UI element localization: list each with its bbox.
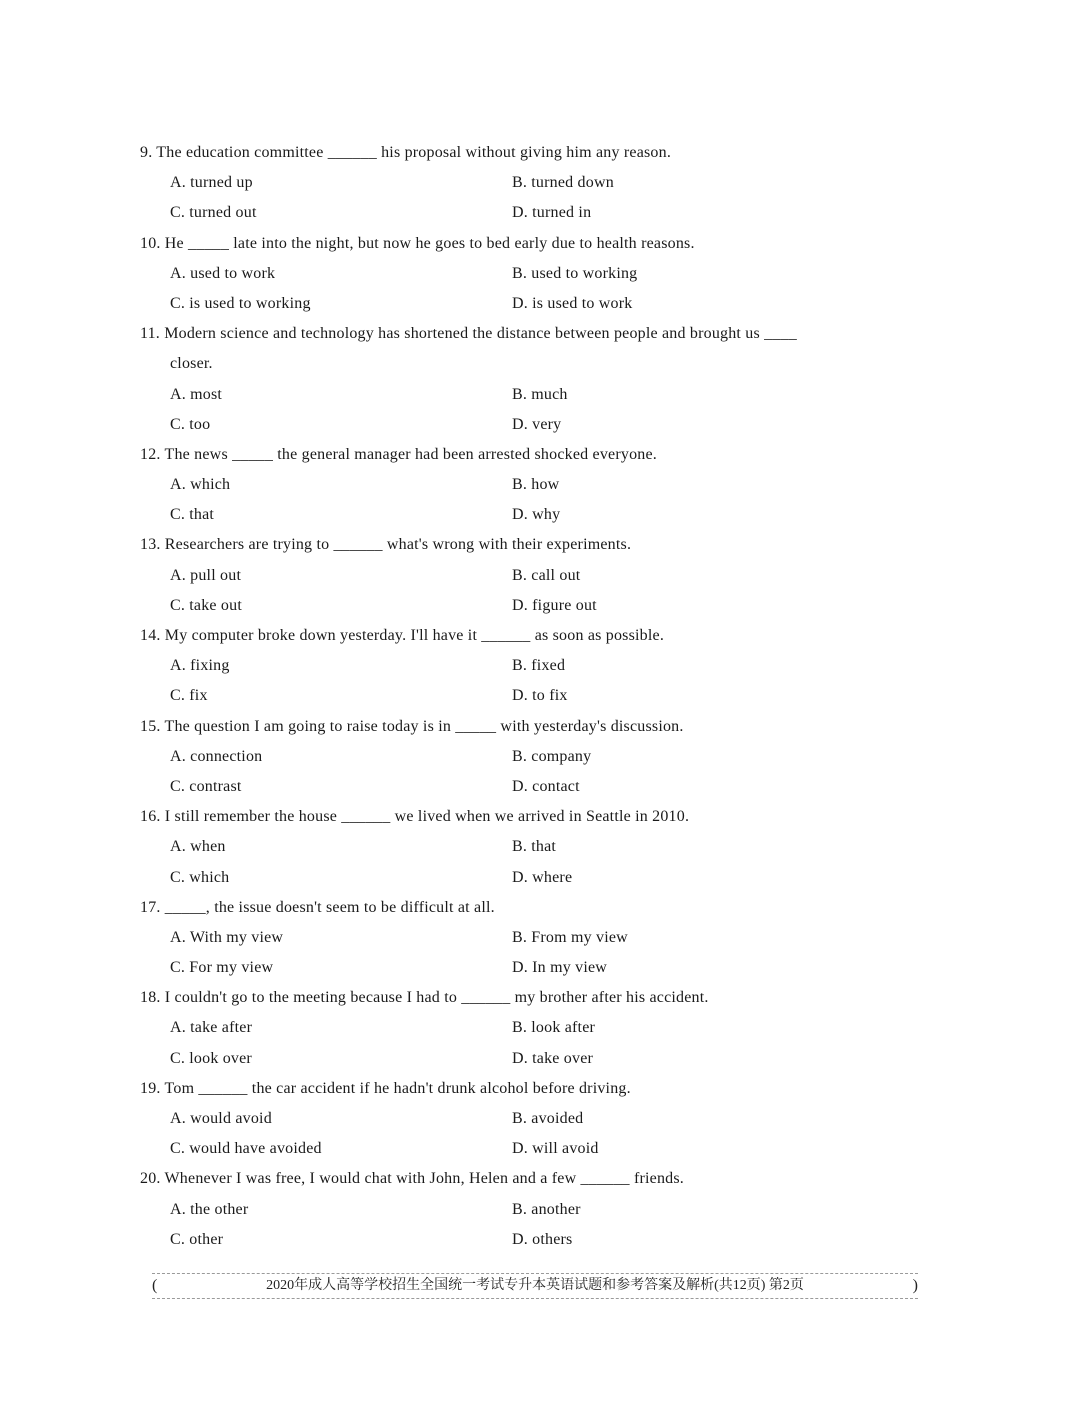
answer-option: B. how	[512, 476, 560, 494]
option-row	[140, 923, 900, 953]
answer-option: A. most	[170, 385, 223, 403]
answer-option: D. contact	[512, 777, 580, 795]
answer-option: D. In my view	[512, 959, 608, 977]
answer-option: B. another	[512, 1200, 581, 1218]
answer-option: A. used to work	[170, 264, 276, 282]
option-row	[140, 591, 900, 621]
question-item	[140, 1164, 900, 1255]
footer-left-bracket: (	[152, 1277, 158, 1294]
answer-option: B. company	[512, 747, 592, 765]
answer-option: B. From my view	[512, 928, 628, 946]
answer-option: C. too	[170, 415, 211, 433]
question-stem: 11. Modern science and technology has shortened the distance between people and brought us ____	[140, 325, 797, 343]
option-row	[140, 1013, 900, 1043]
question-stem: 12. The news _____ the general manager had been arrested shocked everyone.	[140, 445, 657, 463]
question-item	[140, 621, 900, 712]
option-row	[140, 561, 900, 591]
option-row	[140, 1225, 900, 1255]
answer-option: D. why	[512, 506, 561, 524]
answer-option: A. take after	[170, 1019, 253, 1037]
answer-option: A. pull out	[170, 566, 242, 584]
question-stem: 18. I couldn't go to the meeting because I had to ______ my brother after his accident.	[140, 989, 709, 1007]
option-row	[140, 651, 900, 681]
question-item	[140, 802, 900, 893]
answer-option: D. where	[512, 868, 573, 886]
question-stem: 9. The education committee ______ his proposal without giving him any reason.	[140, 144, 672, 161]
answer-option: A. With my view	[170, 928, 284, 946]
answer-option: A. when	[170, 838, 226, 856]
answer-option: C. look over	[170, 1049, 252, 1067]
answer-option: C. is used to working	[170, 294, 311, 312]
question-stem: 14. My computer broke down yesterday. I'll have it ______ as soon as possible.	[140, 627, 665, 644]
answer-option: C. fix	[170, 687, 208, 705]
answer-option: B. avoided	[512, 1110, 584, 1127]
option-row	[140, 410, 900, 440]
answer-option: B. that	[512, 838, 557, 856]
option-row	[140, 289, 900, 319]
option-row	[140, 742, 900, 772]
option-row	[140, 1104, 900, 1134]
answer-option: C. take out	[170, 596, 242, 614]
option-row	[140, 259, 900, 289]
footer-text: 2020年成人高等学校招生全国统一考试专升本英语试题和参考答案及解析(共12页) 第2页	[266, 1278, 804, 1293]
question-item	[140, 138, 900, 229]
answer-option: D. others	[512, 1230, 573, 1248]
answer-option: C. turned out	[170, 204, 257, 222]
answer-option: A. connection	[170, 747, 263, 765]
answer-option: C. contrast	[170, 777, 242, 795]
option-row	[140, 953, 900, 983]
option-row	[140, 1134, 900, 1164]
option-row	[140, 500, 900, 530]
answer-option: C. which	[170, 868, 230, 886]
answer-option: B. fixed	[512, 657, 566, 675]
answer-option: D. is used to work	[512, 294, 633, 312]
answer-option: A. which	[170, 476, 231, 494]
answer-option: A. fixing	[170, 657, 230, 675]
answer-option: B. turned down	[512, 174, 614, 192]
footer-right-bracket: )	[912, 1277, 918, 1294]
option-row	[140, 470, 900, 500]
question-item	[140, 983, 900, 1074]
answer-option: D. turned in	[512, 204, 592, 222]
answer-option: D. figure out	[512, 596, 597, 614]
question-stem: 15. The question I am going to raise today is in _____ with yesterday's discussion.	[140, 717, 684, 735]
question-stem: 20. Whenever I was free, I would chat with John, Helen and a few ______ friends.	[140, 1170, 684, 1188]
answer-option: C. that	[170, 506, 215, 524]
page-footer	[152, 1273, 918, 1299]
option-row	[140, 380, 900, 410]
question-item	[140, 319, 900, 440]
question-item	[140, 530, 900, 621]
option-row	[140, 832, 900, 862]
answer-option: B. used to working	[512, 264, 638, 282]
answer-option: B. much	[512, 385, 568, 403]
question-item	[140, 229, 900, 320]
question-stem: 13. Researchers are trying to ______ what's wrong with their experiments.	[140, 536, 632, 554]
answer-option: D. to fix	[512, 687, 568, 705]
question-stem: 17. _____, the issue doesn't seem to be difficult at all.	[140, 898, 495, 916]
question-stem-continued: closer.	[170, 355, 213, 373]
option-row	[140, 681, 900, 711]
answer-option: A. the other	[170, 1200, 249, 1218]
option-row	[140, 198, 900, 228]
question-item	[140, 893, 900, 984]
answer-option: D. very	[512, 415, 562, 433]
answer-option: C. For my view	[170, 959, 274, 977]
question-stem: 19. Tom ______ the car accident if he hadn't drunk alcohol before driving.	[140, 1079, 631, 1097]
option-row	[140, 1044, 900, 1074]
answer-option: A. turned up	[170, 174, 253, 192]
option-row	[140, 863, 900, 893]
question-stem: 16. I still remember the house ______ we lived when we arrived in Seattle in 2010.	[140, 808, 690, 826]
question-list	[140, 138, 900, 1255]
answer-option: B. look after	[512, 1019, 596, 1037]
answer-option: B. call out	[512, 566, 581, 584]
question-stem: 10. He _____ late into the night, but now he goes to bed early due to health reasons.	[140, 234, 695, 252]
answer-option: D. will avoid	[512, 1140, 599, 1158]
question-item	[140, 1074, 900, 1165]
answer-option: C. would have avoided	[170, 1140, 322, 1158]
option-row	[140, 1195, 900, 1225]
option-row	[140, 168, 900, 198]
answer-option: D. take over	[512, 1049, 594, 1067]
answer-option: C. other	[170, 1230, 224, 1248]
question-item	[140, 440, 900, 531]
answer-option: A. would avoid	[170, 1110, 272, 1127]
option-row	[140, 772, 900, 802]
question-item	[140, 712, 900, 803]
